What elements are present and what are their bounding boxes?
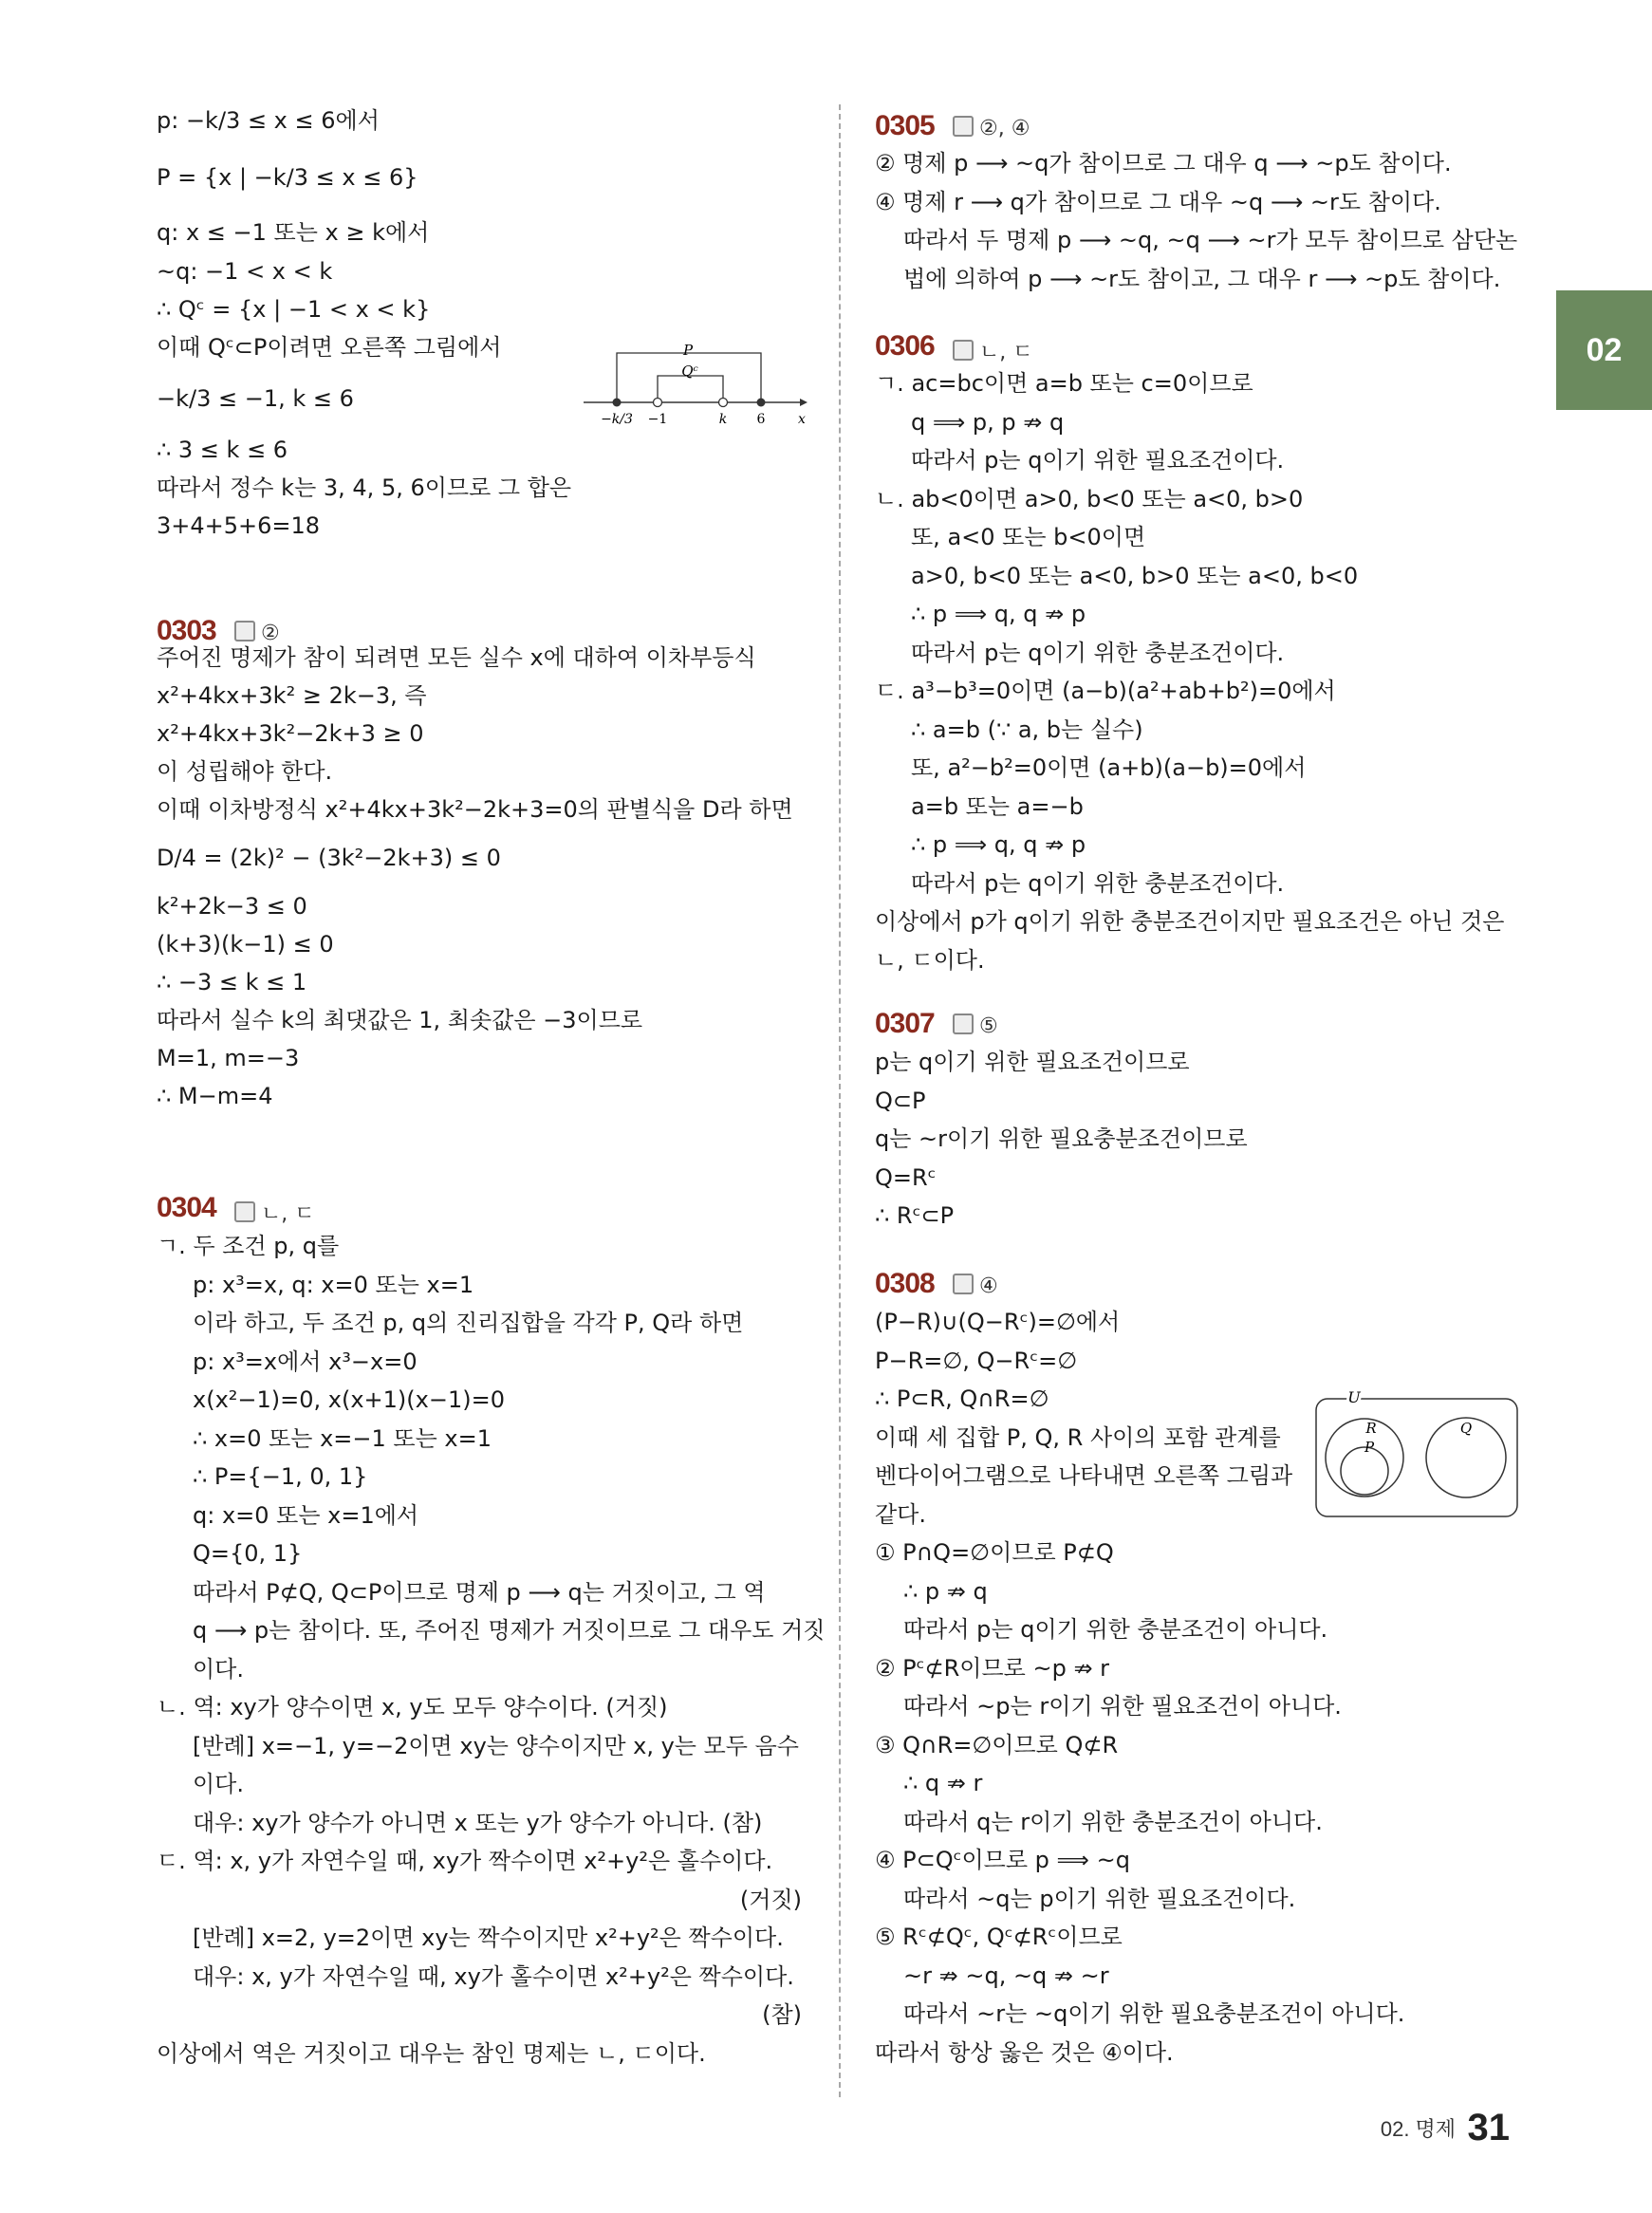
tick-neg1: −1	[647, 412, 668, 427]
p0306-line-14: 이상에서 p가 q이기 위한 충분조건이지만 필요조건은 아닌 것은	[875, 908, 1505, 935]
label-Qc: Qᶜ	[681, 363, 698, 380]
problem-0305-answer	[953, 116, 1030, 140]
left-line-2: q: x ≤ −1 또는 x ≥ k에서	[157, 219, 430, 246]
tick-neg-k3: −k/3	[601, 412, 633, 427]
number-line-figure	[574, 342, 811, 448]
p0304-line-8: Q={0, 1}	[193, 1540, 303, 1567]
problem-0305-number: 0305	[875, 110, 935, 141]
p0308-line-3: 이때 세 집합 P, Q, R 사이의 포함 관계를	[875, 1423, 1281, 1451]
p0305-line-3: 법에 의하여 p ⟶ ~r도 참이고, 그 대우 r ⟶ ~p도 참이다.	[903, 265, 1501, 292]
p0304-line-11: 이다.	[193, 1655, 244, 1683]
answer-text: ②	[261, 622, 280, 645]
p0304-line-13: [반례] x=−1, y=−2이면 xy는 양수이지만 x, y는 모두 음수	[193, 1732, 799, 1759]
p0304-line-21: 이상에서 역은 거짓이고 대우는 참인 명제는 ㄴ, ㄷ이다.	[157, 2039, 706, 2067]
venn-R: R	[1365, 1420, 1377, 1437]
p0303-line-8: ∴ −3 ≤ k ≤ 1	[157, 969, 307, 995]
p0308-line-14: ④ P⊂Qᶜ이므로 p ⟹ ~q	[875, 1847, 1130, 1873]
p0308-line-13: 따라서 q는 r이기 위한 충분조건이 아니다.	[903, 1808, 1323, 1835]
label-P: P	[682, 342, 694, 359]
p0308-line-7: ∴ p ⇏ q	[903, 1577, 988, 1605]
p0306-line-2: 따라서 p는 q이기 위한 필요조건이다.	[911, 447, 1285, 474]
p0304-line-14: 이다.	[193, 1771, 244, 1797]
left-line-8: 따라서 정수 k는 3, 4, 5, 6이므로 그 합은	[157, 474, 572, 501]
p0306-line-7: 따라서 p는 q이기 위한 충분조건이다.	[911, 639, 1285, 666]
p0303-line-10: M=1, m=−3	[157, 1045, 300, 1071]
p0308-line-1: P−R=∅, Q−Rᶜ=∅	[875, 1347, 1078, 1374]
p0304-line-12: ㄴ. 역: xy가 양수이면 x, y도 모두 양수이다. (거짓)	[157, 1694, 668, 1720]
p0304-line-1: p: x³=x, q: x=0 또는 x=1	[193, 1271, 474, 1298]
venn-U: U	[1347, 1388, 1361, 1406]
left-line-5: 이때 Qᶜ⊂P이려면 오른쪽 그림에서	[157, 334, 502, 361]
problem-0304-answer	[234, 1198, 315, 1227]
p0304-line-6: ∴ P={−1, 0, 1}	[193, 1463, 368, 1490]
p0303-line-7: (k+3)(k−1) ≤ 0	[157, 931, 334, 958]
answer-box-icon	[953, 340, 974, 361]
left-line-4: ∴ Qᶜ = {x | −1 < x < k}	[157, 296, 431, 323]
answer-text: ㄴ, ㄷ	[261, 1202, 315, 1226]
p0308-line-5: 같다.	[875, 1500, 926, 1528]
p0304-line-17: (거짓)	[739, 1886, 802, 1913]
p0306-line-6: ∴ p ⟹ q, q ⇏ p	[911, 601, 1086, 627]
answer-box-icon	[234, 621, 255, 642]
p0308-line-17: ~r ⇏ ~q, ~q ⇏ ~r	[903, 1962, 1109, 1989]
left-line-9: 3+4+5+6=18	[157, 512, 321, 539]
p0306-line-8: ㄷ. a³−b³=0이면 (a−b)(a²+ab+b²)=0에서	[875, 678, 1336, 704]
p0308-line-8: 따라서 p는 q이기 위한 충분조건이 아니다.	[903, 1616, 1328, 1643]
footer-chapter-title: 02. 명제	[1380, 2117, 1457, 2141]
p0304-line-4: x(x²−1)=0, x(x+1)(x−1)=0	[193, 1386, 505, 1413]
left-line-1: P = {x | −k/3 ≤ x ≤ 6}	[157, 164, 418, 191]
p0307-line-1: Q⊂P	[875, 1087, 926, 1114]
p0306-line-9: ∴ a=b (∵ a, b는 실수)	[911, 716, 1143, 743]
p0304-line-2: 이라 하고, 두 조건 p, q의 진리집합을 각각 P, Q라 하면	[193, 1310, 744, 1336]
left-line-6: −k/3 ≤ −1, k ≤ 6	[157, 385, 354, 412]
p0304-line-5: ∴ x=0 또는 x=−1 또는 x=1	[193, 1424, 492, 1452]
p0306-line-12: ∴ p ⟹ q, q ⇏ p	[911, 831, 1086, 858]
p0303-line-2: x²+4kx+3k²−2k+3 ≥ 0	[157, 720, 424, 747]
p0308-line-2: ∴ P⊂R, Q∩R=∅	[875, 1385, 1049, 1412]
left-line-7: ∴ 3 ≤ k ≤ 6	[157, 437, 288, 463]
problem-0307-answer	[953, 1014, 998, 1038]
p0304-line-3: p: x³=x에서 x³−x=0	[193, 1348, 418, 1375]
p0308-line-9: ② Pᶜ⊄R이므로 ~p ⇏ r	[875, 1654, 1110, 1682]
p0308-line-15: 따라서 ~q는 p이기 위한 필요조건이다.	[903, 1885, 1296, 1912]
p0307-line-3: Q=Rᶜ	[875, 1163, 937, 1191]
p0303-line-3: 이 성립해야 한다.	[157, 758, 333, 785]
answer-box-icon	[953, 116, 974, 137]
answer-text: ④	[979, 1274, 998, 1298]
axis-x: x	[798, 412, 806, 427]
p0303-line-5: D/4 = (2k)² − (3k²−2k+3) ≤ 0	[157, 845, 501, 871]
p0303-line-9: 따라서 실수 k의 최댓값은 1, 최솟값은 −3이므로	[157, 1007, 643, 1033]
p0306-line-0: ㄱ. ac=bc이면 a=b 또는 c=0이므로	[875, 370, 1253, 397]
p0305-line-2: 따라서 두 명제 p ⟶ ~q, ~q ⟶ ~r가 모두 참이므로 삼단논	[903, 227, 1518, 253]
p0304-line-19: 대우: x, y가 자연수일 때, xy가 홀수이면 x²+y²은 짝수이다.	[193, 1962, 794, 1990]
problem-0307-number: 0307	[875, 1008, 935, 1039]
answer-text: ②, ④	[979, 117, 1030, 140]
p0308-line-19: 따라서 항상 옳은 것은 ④이다.	[875, 2038, 1174, 2066]
page-number: 31	[1467, 2107, 1510, 2148]
p0306-line-5: a>0, b<0 또는 a<0, b>0 또는 a<0, b<0	[911, 562, 1359, 589]
p0304-line-9: 따라서 P⊄Q, Q⊂P이므로 명제 p ⟶ q는 거짓이고, 그 역	[193, 1578, 766, 1606]
p0306-line-11: a=b 또는 a=−b	[911, 792, 1084, 820]
answer-text: ㄴ, ㄷ	[979, 341, 1033, 364]
p0308-line-11: ③ Q∩R=∅이므로 Q⊄R	[875, 1731, 1119, 1758]
column-divider	[839, 104, 841, 2097]
p0303-line-0: 주어진 명제가 참이 되려면 모든 실수 x에 대하여 이차부등식	[157, 644, 756, 671]
tick-k: k	[718, 412, 728, 427]
p0305-line-0: ② 명제 p ⟶ ~q가 참이므로 그 대우 q ⟶ ~p도 참이다.	[875, 150, 1452, 177]
p0306-line-1: q ⟹ p, p ⇏ q	[911, 408, 1065, 436]
p0303-line-4: 이때 이차방정식 x²+4kx+3k²−2k+3=0의 판별식을 D라 하면	[157, 796, 793, 823]
p0307-line-4: ∴ Rᶜ⊂P	[875, 1202, 955, 1229]
answer-text: ⑤	[979, 1014, 998, 1038]
p0308-line-12: ∴ q ⇏ r	[903, 1770, 983, 1796]
p0306-line-3: ㄴ. ab<0이면 a>0, b<0 또는 a<0, b>0	[875, 485, 1304, 512]
p0303-line-11: ∴ M−m=4	[157, 1083, 273, 1109]
chapter-tab: 02	[1556, 290, 1652, 410]
p0308-line-18: 따라서 ~r는 ~q이기 위한 필요충분조건이 아니다.	[903, 2000, 1405, 2027]
p0304-line-15: 대우: xy가 양수가 아니면 x 또는 y가 양수가 아니다. (참)	[193, 1809, 763, 1836]
p0304-line-18: [반례] x=2, y=2이면 xy는 짝수이지만 x²+y²은 짝수이다.	[193, 1925, 784, 1951]
venn-Q: Q	[1459, 1420, 1473, 1437]
p0305-line-1: ④ 명제 r ⟶ q가 참이므로 그 대우 ~q ⟶ ~r도 참이다.	[875, 188, 1441, 215]
page-footer	[1381, 2107, 1510, 2149]
problem-0303-number: 0303	[157, 615, 216, 646]
left-line-3: ~q: −1 < x < k	[157, 258, 333, 285]
problem-0303-answer	[234, 621, 280, 645]
problem-0304-number: 0304	[157, 1192, 216, 1223]
p0308-line-4: 벤다이어그램으로 나타내면 오른쪽 그림과	[875, 1462, 1293, 1489]
p0306-line-15: ㄴ, ㄷ이다.	[875, 946, 985, 974]
answer-box-icon	[953, 1274, 974, 1294]
p0307-line-0: p는 q이기 위한 필요조건이므로	[875, 1049, 1190, 1075]
p0303-line-6: k²+2k−3 ≤ 0	[157, 893, 307, 920]
p0308-line-16: ⑤ Rᶜ⊄Qᶜ, Qᶜ⊄Rᶜ이므로	[875, 1924, 1123, 1950]
answer-box-icon	[953, 1014, 974, 1034]
p0308-line-6: ① P∩Q=∅이므로 P⊄Q	[875, 1539, 1114, 1566]
p0304-line-0: ㄱ. 두 조건 p, q를	[157, 1233, 340, 1259]
venn-diagram	[1314, 1385, 1521, 1520]
p0306-line-10: 또, a²−b²=0이면 (a+b)(a−b)=0에서	[911, 754, 1307, 781]
p0303-line-1: x²+4kx+3k² ≥ 2k−3, 즉	[157, 682, 427, 709]
p0304-line-16: ㄷ. 역: x, y가 자연수일 때, xy가 짝수이면 x²+y²은 홀수이다.	[157, 1848, 773, 1874]
problem-0308-answer	[953, 1274, 998, 1298]
problem-0306-answer	[953, 336, 1033, 365]
p0306-line-4: 또, a<0 또는 b<0이면	[911, 524, 1146, 550]
venn-P: P	[1364, 1439, 1375, 1456]
p0304-line-20: (참)	[762, 2001, 802, 2028]
p0304-line-10: q ⟶ p는 참이다. 또, 주어진 명제가 거짓이므로 그 대우도 거짓	[193, 1617, 826, 1644]
problem-0306-number: 0306	[875, 330, 935, 362]
p0308-line-0: (P−R)∪(Q−Rᶜ)=∅에서	[875, 1309, 1121, 1335]
left-line-0: p: −k/3 ≤ x ≤ 6에서	[157, 107, 380, 134]
p0304-line-7: q: x=0 또는 x=1에서	[193, 1501, 419, 1529]
p0308-line-10: 따라서 ~p는 r이기 위한 필요조건이 아니다.	[903, 1693, 1342, 1720]
tick-6: 6	[756, 412, 766, 427]
answer-box-icon	[234, 1201, 255, 1222]
p0307-line-2: q는 ~r이기 위한 필요충분조건이므로	[875, 1125, 1248, 1152]
p0306-line-13: 따라서 p는 q이기 위한 충분조건이다.	[911, 869, 1285, 897]
problem-0308-number: 0308	[875, 1268, 935, 1299]
